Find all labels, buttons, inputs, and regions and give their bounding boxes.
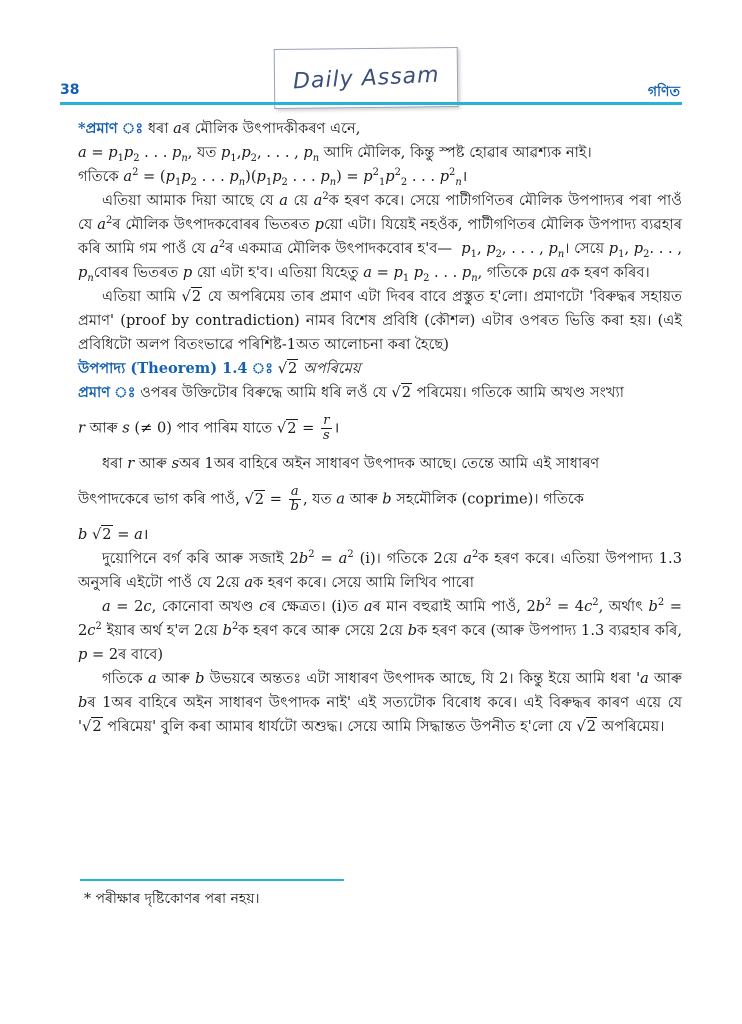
fraction-r-over-s: $\frac{r}{s}$ (323, 413, 330, 443)
header-divider (60, 102, 682, 105)
proof-label-2: প্ৰমাণ ঃ (78, 384, 136, 401)
fraction-a-over-b: $\frac{a}{b}$ (290, 484, 299, 514)
page-number: 38 (60, 82, 80, 98)
proof-label: *প্ৰমাণ ঃ (78, 120, 144, 137)
paragraph-contradiction-intro: এতিয়া আমি √2 যে অপৰিমেয় তাৰ প্ৰমাণ এটা দিবৰ বাবে প্ৰস্তুত হ'লো। প্ৰমাণটো 'বিৰুদ্ধৰ সহায়ত প্ৰমাণ' (proof by contradiction) নামৰ বিশেষ প্ৰবিধি (কৌশল) এটাৰ ওপৰত ভিত্তি কৰা হয়। (এই প্ৰবিধিটো অলপ বিতংভাৱে পৰিশিষ্ট-1অত আলোচনা কৰা হৈছে) (78, 288, 682, 353)
paragraph-proof-start: প্ৰমাণ ঃ ওপৰৰ উক্তিটোৰ বিৰুদ্ধে আমি ধৰি লওঁ যে √2 পৰিমেয়। গতিকে আমি অখণ্ড সংখ্যা (78, 384, 624, 401)
paragraph-common-factor: ধৰা r আৰু sঅৰ 1অৰ বাহিৰে অইন সাধাৰণ উৎপাদক আছে। তেন্তে আমি এই সাধাৰণ (102, 455, 600, 472)
paragraph-squaring: দুয়োপিনে বৰ্গ কৰি আৰু সজাই $2b^2 = a^2$ (i)। গতিকে 2য়ে $a^2ক$ হৰণ কৰে। এতিয়া উপপাদ্য 1.3 অনুসৰি এইটো পাওঁ যে 2য়ে aক হৰণ কৰে। সেয়ে আমি লিখিব পাৰো (78, 549, 682, 591)
theorem-statement: উপপাদ্য (Theorem) 1.4 ঃ √2 অপৰিমেয় (78, 360, 361, 377)
paragraph-square: গতিকে $a^2 = (p_1p_2$ . . . $p_n)(p_1p_2$ . . . $p_n) = p^2_1p^2_2$ . . . $p^2_n।$ (78, 167, 468, 188)
stamp-text: Daily Assam (292, 62, 440, 94)
theorem-label: উপপাদ্য (Theorem) 1.4 ঃ (78, 360, 274, 377)
paragraph-conclusion: গতিকে a আৰু b উভয়ৰে অন্ততঃ এটা সাধাৰণ উৎপাদক আছে, যি 2। কিন্তু ইয়ে আমি ধৰা 'a আৰু bৰ 1অৰ বাহিৰে অইন সাধাৰণ উৎপাদক নাই' এই সত্যটোক বিৰোধ কৰে। এই বিৰুদ্ধৰ কাৰণ এয়ে যে '√2 পৰিমেয়' বুলি কৰা আমাৰ ধাৰ্যটো অশুদ্ধ। সেয়ে আমি সিদ্ধান্তত উপনীত হ'লো যে √2 অপৰিমেয়। (78, 670, 683, 735)
chapter-title: গণিত (647, 84, 680, 100)
daily-assam-stamp (274, 47, 459, 109)
paragraph-proof-intro: *প্ৰমাণ ঃ ধৰা aৰ মৌলিক উৎপাদকীকৰণ এনে, (78, 120, 361, 137)
paragraph-factorization: $a = p_1p_2$ . . . $p_n$, যত $p_1,p_2$, . . . , $p_n$ আদি মৌলিক, কিন্তু স্পষ্ট হোৱাৰ আৱশ্যক নাই। (78, 144, 592, 164)
paragraph-substitution: a = 2c, কোনোবা অখণ্ড cৰ ক্ষেত্ৰত। (i)ত aৰ মান বহুৱাই আমি পাওঁ, $2b^2 = 4c^2$, অৰ্থাৎ $b^2 = 2c^2$ ইয়াৰ অৰ্থ হ'ল 2য়ে $b^2ক$ হৰণ কৰে আৰু সেয়ে 2য়ে bক হৰণ কৰে (আৰু উপপাদ্য 1.3 ব্যৱহাৰ কৰি, p = 2ৰ বাবে) (78, 597, 682, 663)
page-body (78, 117, 682, 739)
paragraph-r-s: r আৰু s (≠ 0) পাব পাৰিম যাতে √2 = $\frac{r}{s}$ । (78, 413, 340, 443)
footnote: * পৰীক্ষাৰ দৃষ্টিকোণৰ পৰা নহয়। (84, 891, 260, 907)
paragraph-fundamental-theorem: এতিয়া আমাক দিয়া আছে যে a য়ে $a^2ক$ হৰণ কৰে। সেয়ে পাটীগণিতৰ মৌলিক উপপাদ্যৰ পৰা পাওঁ যে $a^2ৰ$ মৌলিক উৎপাদকবোৰৰ ভিতৰত pয়ো এটা। যিয়েই নহওঁক, পাটীগণিতৰ মৌলিক উপপাদ্য ব্যৱহাৰ কৰি আমি গম পাওঁ যে $a^2ৰ$ একমাত্ৰ মৌলিক উৎপাদকবোৰ হ'ব— $p_1$, $p_2$, . . . , $p_n।$ সেয়ে $p_1$, $p_2$. . . , $p_nবোৰৰ$ ভিতৰত p য়ো এটা হ'ব। এতিয়া যিহেতু $a = p_1$ $p_2$ . . . $p_n$, গতিকে pয়ে aক হৰণ কৰিব। (78, 191, 682, 284)
paragraph-coprime: উৎপাদকেৰে ভাগ কৰি পাওঁ, √2 = $\frac{a}{b}$ , যত a আৰু b সহমৌলিক (coprime)। গতিকে (78, 484, 584, 514)
equation-b-root2: b √2 = a। (78, 526, 149, 543)
footnote-divider (80, 879, 344, 881)
